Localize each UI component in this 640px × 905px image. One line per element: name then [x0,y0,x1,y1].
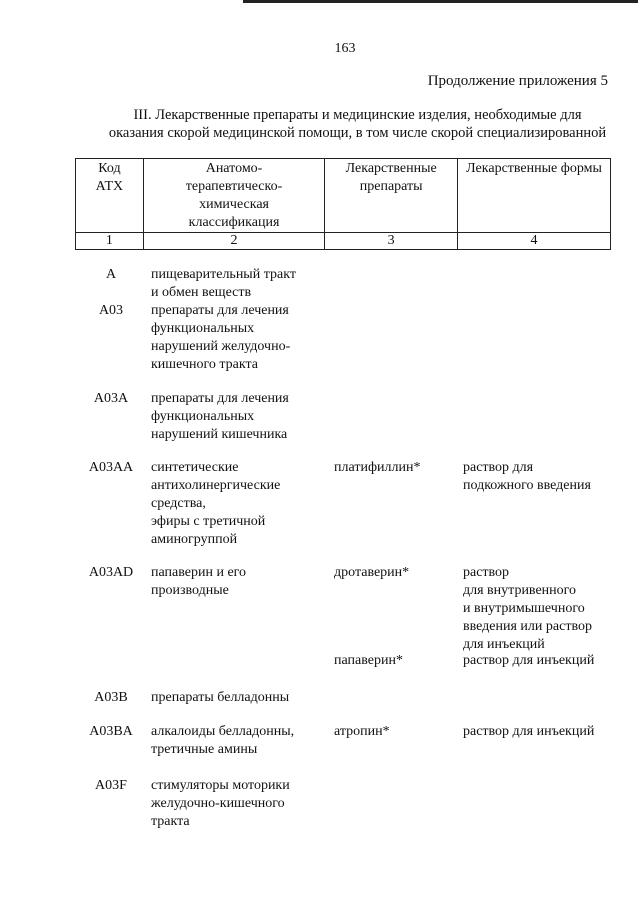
continuation-caption: Продолжение приложения 5 [427,73,608,89]
classification: препараты для лечения функциональных нарушений желудочно- кишечного тракта [151,303,291,372]
drug-name: папаверин* [334,653,403,668]
atc-code: A03 [98,303,124,318]
atc-code: A03AA [88,460,134,475]
atc-code: A03A [93,391,129,406]
classification: препараты белладонны [151,690,290,705]
dosage-form: раствор для внутривенного и внутримышечного введения или раствор для инъекций [463,565,592,652]
atc-code: A [105,267,117,282]
atc-code: A03B [94,690,128,705]
section-title-line: III. Лекарственные препараты и медицинские изделия, необходимые для [133,107,582,123]
drug-name: дротаверин* [334,565,410,580]
drug-name: платифиллин* [334,460,421,475]
classification: синтетические антихолинергические средства, эфиры с третичной аминогруппой [151,460,281,547]
dosage-form: раствор для подкожного введения [463,460,591,493]
classification: папаверин и его производные [151,565,247,598]
section-title-line: оказания скорой медицинской помощи, в том числе скорой специализированной [108,125,607,141]
classification: препараты для лечения функциональных нарушений кишечника [151,391,289,442]
top-rule [243,0,638,3]
table-header [75,158,611,250]
dosage-form: раствор для инъекций [463,724,595,739]
column-number: 4 [458,233,611,250]
classification: стимуляторы моторики желудочно-кишечного тракта [151,778,290,829]
column-number: 2 [143,233,325,250]
dosage-form: раствор для инъекций [463,653,595,668]
drug-name: атропин* [334,724,390,739]
section-title [100,106,615,142]
header-drugs: Лекарственные препараты [325,159,458,233]
header-atc-code: Код АТХ [76,159,144,233]
column-number: 1 [76,233,144,250]
column-number: 3 [325,233,458,250]
header-classification: Анатомо- терапевтическо- химическая классификация [143,159,325,233]
atc-code: A03AD [88,565,134,580]
classification: алкалоиды белладонны, третичные амины [151,724,295,757]
atc-code: A03F [95,778,127,793]
classification: пищеварительный тракт и обмен веществ [151,267,296,300]
header-forms: Лекарственные формы [458,159,611,233]
atc-code: A03BA [89,724,133,739]
page-number: 163 [334,41,356,56]
